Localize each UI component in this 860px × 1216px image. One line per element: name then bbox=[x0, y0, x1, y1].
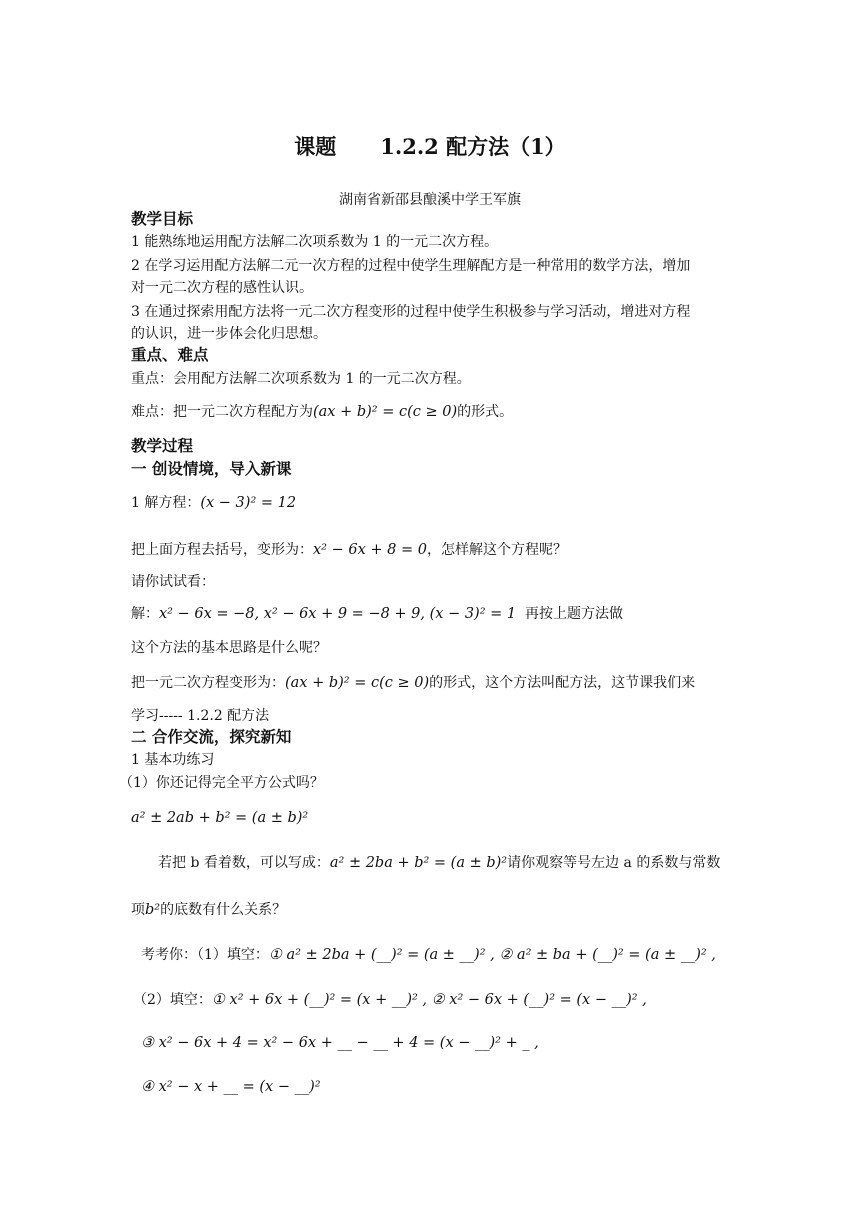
fill-2-formula: ① x² + 6x + (__)² = (x + __)² , ② x² − 6x + (__)² = (x − __)² , bbox=[211, 992, 647, 1008]
key-point: 重点：会用配方法解二次项系数为 1 的一元二次方程。 bbox=[131, 371, 471, 387]
sub-question-1: （1）你还记得完全平方公式吗？ bbox=[119, 775, 324, 791]
goal-item-1: 1 能熟练地运用配方法解二次项系数为 1 的一元二次方程。 bbox=[131, 234, 499, 250]
goal-item-2-line2: 对一元二次方程的感性认识。 bbox=[131, 280, 313, 296]
hard-point-suffix: 的形式。 bbox=[457, 404, 514, 420]
expand-prefix: 把上面方程去括号，变形为： bbox=[131, 542, 313, 558]
treat-prefix: 若把 b 看着数，可以写成： bbox=[158, 855, 330, 871]
exam-prefix: 考考你：（1）填空： bbox=[141, 947, 269, 963]
fill-line-2 bbox=[133, 990, 647, 1010]
title-prefix: 课题 bbox=[294, 134, 337, 159]
exam-formula: ① a² ± 2ba + (__)² = (a ± __)² , ② a² ± ba + (__)² = (a ± __)² , bbox=[268, 947, 716, 963]
keypoints-heading: 重点、难点 bbox=[131, 346, 209, 364]
treat-line2-prefix: 项 bbox=[131, 902, 145, 918]
goal-item-2-line1: 2 在学习运用配方法解二元一次方程的过程中使学生理解配方是一种常用的数学方法，增加 bbox=[131, 258, 691, 274]
treat-line-2 bbox=[131, 900, 286, 920]
question-1-formula: (x − 3)² = 12 bbox=[200, 495, 297, 511]
question-1-prefix: 1 解方程： bbox=[131, 495, 201, 511]
fill-line-4: ④ x² − x + __ = (x − __)² bbox=[141, 1079, 321, 1095]
question-1 bbox=[131, 493, 296, 513]
fill-line-3: ③ x² − 6x + 4 = x² − 6x + __ − __ + 4 = (x − __)² + _ , bbox=[141, 1035, 539, 1051]
basic-practice: 1 基本功练习 bbox=[131, 752, 215, 768]
solution-formula: x² − 6x = −8, x² − 6x + 9 = −8 + 9, (x − 3)² = 1 bbox=[159, 606, 517, 622]
conclusion-formula: (ax + b)² = c(c ≥ 0) bbox=[285, 675, 430, 691]
title-main: 1.2.2 配方法（1） bbox=[380, 134, 566, 159]
solution-prefix: 解： bbox=[131, 606, 159, 622]
section-2-heading: 二 合作交流，探究新知 bbox=[131, 728, 292, 746]
hard-point-formula: (ax + b)² = c(c ≥ 0) bbox=[313, 404, 458, 420]
try-line: 请你试试看： bbox=[131, 574, 215, 590]
hard-point-prefix: 难点：把一元二次方程配方为 bbox=[131, 404, 313, 420]
treat-line2-formula: b² bbox=[145, 902, 161, 918]
conclusion-line-1 bbox=[131, 673, 695, 693]
process-heading: 教学过程 bbox=[131, 437, 194, 455]
page-title bbox=[0, 131, 860, 161]
goal-item-3-line1: 3 在通过探索用配方法将一元二次方程变形的过程中使学生积极参与学习活动，增进对方程 bbox=[131, 304, 691, 320]
conclusion-suffix: 的形式，这个方法叫配方法，这节课我们来 bbox=[429, 675, 696, 691]
conclusion-line-2: 学习----- 1.2.2 配方法 bbox=[131, 708, 270, 724]
treat-line-1 bbox=[158, 853, 720, 873]
author-line: 湖南省新邵县酿溪中学王军旗 bbox=[339, 192, 521, 208]
idea-line: 这个方法的基本思路是什么呢？ bbox=[131, 640, 327, 656]
section-1-heading: 一 创设情境，导入新课 bbox=[131, 460, 292, 478]
square-formula: a² ± 2ab + b² = (a ± b)² bbox=[131, 810, 309, 826]
solution-suffix: 再按上题方法做 bbox=[525, 606, 624, 622]
treat-formula: a² ± 2ba + b² = (a ± b)² bbox=[329, 855, 508, 871]
expand-suffix: ，怎样解这个方程呢？ bbox=[426, 542, 567, 558]
solution-line bbox=[131, 604, 623, 624]
expand-formula: x² − 6x + 8 = 0 bbox=[313, 542, 427, 558]
expand-line bbox=[131, 540, 567, 560]
treat-suffix: 请你观察等号左边 a 的系数与常数 bbox=[507, 855, 721, 871]
exam-line bbox=[141, 945, 716, 965]
goal-item-3-line2: 的认识，进一步体会化归思想。 bbox=[131, 326, 327, 342]
conclusion-prefix: 把一元二次方程变形为： bbox=[131, 675, 285, 691]
treat-line2-suffix: 的底数有什么关系？ bbox=[160, 902, 287, 918]
fill-2-prefix: （2）填空： bbox=[133, 992, 212, 1008]
hard-point bbox=[131, 402, 513, 422]
goals-heading: 教学目标 bbox=[131, 210, 194, 228]
